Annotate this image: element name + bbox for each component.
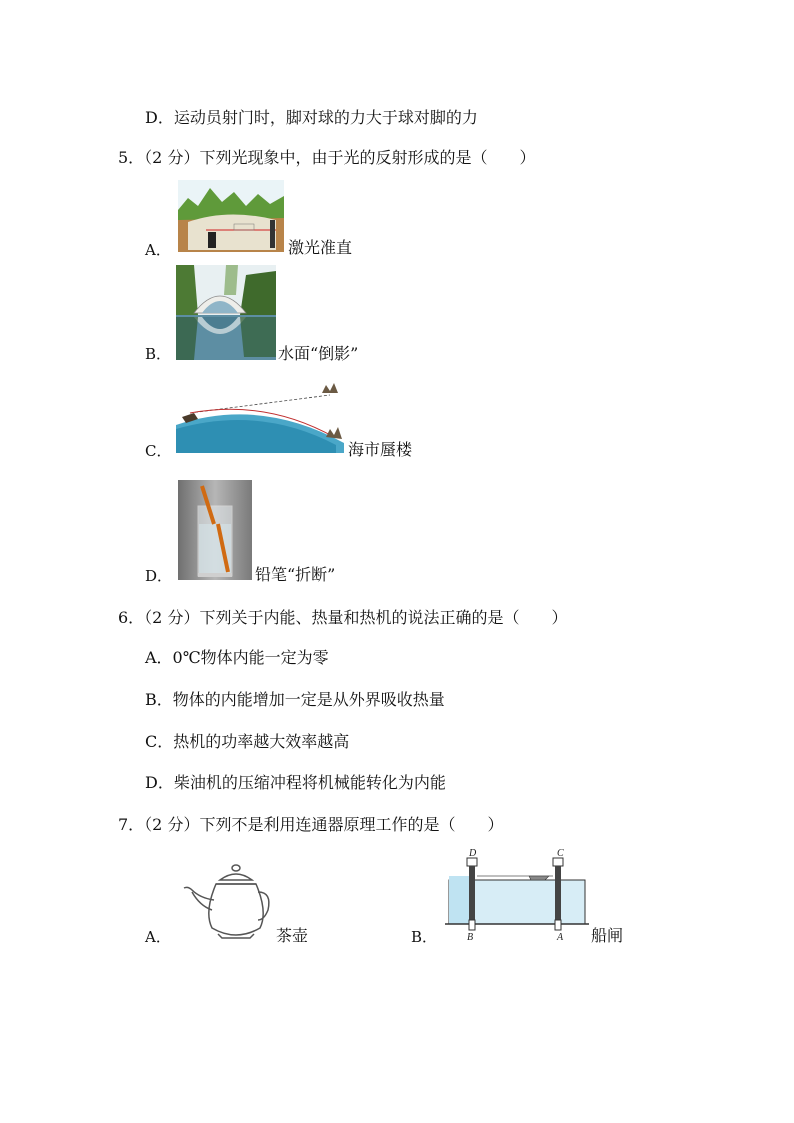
- q6-option-c: C．热机的功率越大效率越高: [145, 732, 350, 751]
- q5-option-b-caption: 水面“倒影”: [278, 344, 359, 363]
- lock-label-d: D: [469, 848, 477, 859]
- q5-option-d-label: D．: [145, 567, 173, 585]
- ship-lock-image: [445, 846, 589, 944]
- q6-option-b: B．物体的内能增加一定是从外界吸收热量: [145, 690, 445, 709]
- bridge-reflection-image: [176, 265, 276, 360]
- q7-option-b-caption: 船闸: [591, 926, 624, 945]
- laser-alignment-image: [178, 180, 284, 252]
- q4-option-d: D．运动员射门时，脚对球的力大于球对脚的力: [145, 108, 478, 127]
- lock-label-a: A: [557, 932, 564, 943]
- q7-option-b-label: B．: [411, 928, 438, 946]
- q5-option-a-label: A．: [145, 241, 171, 259]
- q6-option-a: A．0℃物体内能一定为零: [145, 648, 329, 667]
- q5-option-c-caption: 海市蜃楼: [348, 440, 413, 459]
- q5-option-c-label: C．: [145, 442, 172, 460]
- q5-option-d-caption: 铅笔“折断”: [255, 565, 336, 584]
- q7-option-a-label: A．: [145, 928, 171, 946]
- q7-stem: 7．（2 分）下列不是利用连通器原理工作的是（ ）: [118, 815, 504, 834]
- teapot-image: [178, 862, 273, 944]
- q6-option-d: D．柴油机的压缩冲程将机械能转化为内能: [145, 773, 446, 792]
- q6-stem: 6．（2 分）下列关于内能、热量和热机的说法正确的是（ ）: [118, 608, 568, 627]
- mirage-image: [176, 377, 344, 453]
- q7-option-a-caption: 茶壶: [276, 926, 309, 945]
- pencil-in-water-image: [178, 480, 252, 580]
- q5-option-a-caption: 激光准直: [288, 238, 353, 257]
- q5-option-b-label: B．: [145, 345, 172, 363]
- lock-label-b: B: [467, 932, 474, 943]
- q5-stem: 5．（2 分）下列光现象中，由于光的反射形成的是（ ）: [118, 148, 536, 167]
- lock-label-c: C: [557, 848, 564, 859]
